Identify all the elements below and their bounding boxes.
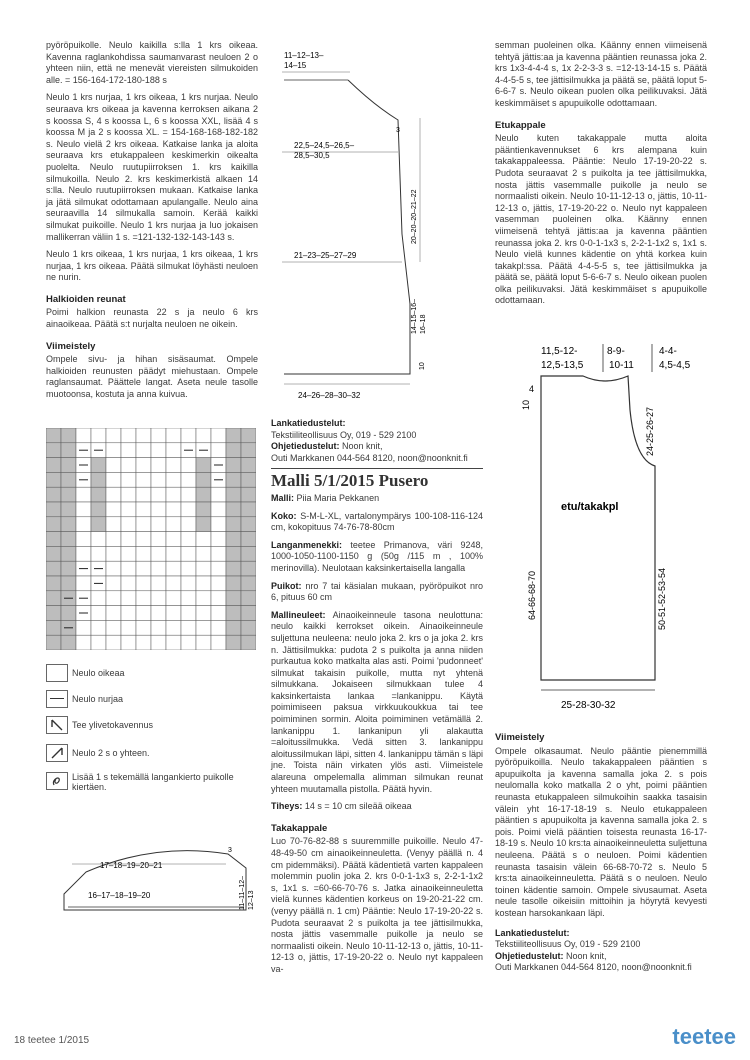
chart-cell (211, 487, 226, 502)
chart-cell (61, 472, 76, 487)
chart-cell (136, 517, 151, 532)
field-label: Koko: (271, 510, 297, 521)
schematic-measure-h: 50-51-52-53-54 (657, 567, 667, 630)
chart-cell (61, 428, 76, 443)
paragraph: Neulo kuten takakappale mutta aloita pääntienkavennukset 6 krs alempana kuin takakappaleessa. Pääntie: Neulo 17-19-20-22 s. Pudota seuraavat 2 s puikolta ja tee jättisilmukka, nosta jättis vasemmalle puikolle ja neulo se normaalisti oikein. Neulo 10-11-12-13 o, jättis, 10-11-12-13 o, jättis, 17-19-20-22 o. Neulo nyt kappaleen vasemman puoleinen olka. Käänny ennen viimeisenä tehtyä jättis:aa ja kavenna pääntien reunassa joka 2. krs 0-0-1-1x3 s, 2-2-1-1x2 s, 1x1 s. Neulo vielä kunnes kädentie on yhtä korkea kuin takakpl:ssa. Päätä 4-4-5-5 s, tee jättisilmukka ja päätä se, päätä loput 5-6-6-7 s. Neulo oikean puolen olka peilikuvaksi. Jätä keskimmäiset s apupuikolle odottamaan. (495, 133, 707, 306)
paragraph: Ompele sivu- ja hihan sisäsaumat. Ompele halkioiden reunusten päädyt miehustaan. Ompele raglansaumat. Päättele langat. Aseta neule tasolle muotoonsa, kostuta ja anna kuivua. (46, 354, 258, 400)
chart-cell (211, 620, 226, 635)
chart-cell (46, 635, 61, 650)
chart-cell (181, 591, 196, 606)
chart-cell (241, 635, 256, 650)
chart-cell (241, 428, 256, 443)
chart-cell (181, 546, 196, 561)
instructions-value: Noon knit, (566, 950, 607, 961)
section-heading-etukappale: Etukappale (495, 119, 546, 131)
field-label: Malli: (271, 492, 295, 503)
chart-cell (91, 532, 106, 547)
chart-cell (151, 487, 166, 502)
page-footer (14, 1035, 89, 1046)
chart-cell (121, 606, 136, 621)
chart-cell (61, 576, 76, 591)
knit-symbol-icon (46, 664, 68, 682)
chart-cell (136, 472, 151, 487)
chart-cell (121, 561, 136, 576)
chart-cell (211, 532, 226, 547)
legend-label: Neulo oikeaa (72, 668, 125, 678)
chart-cell (151, 561, 166, 576)
chart-cell (46, 561, 61, 576)
chart-cell (196, 428, 211, 443)
body-diagram (270, 44, 430, 404)
chart-cell (151, 472, 166, 487)
schematic-measure-e: 4 (529, 384, 535, 394)
chart-cell (61, 458, 76, 473)
issue-label: teetee 1/2015 (27, 1035, 90, 1046)
k2tog-icon (46, 744, 68, 762)
chart-cell (166, 443, 181, 458)
schematic-measure-bottom: 25-28-30-32 (561, 700, 616, 711)
chart-cell (226, 546, 241, 561)
field-value: Ainaoikeinneule tasona neulottuna: neulo kaikki kerrokset oikein. Ainaoikeinneule suljettuna neuleena: neulo joka 2. krs o ja joka 2. krs n. Jättisilmukka: pudota 2 s puikolta ja anna niiden purkautua koko matkalta alas asti. Poimi 'pudonneet' silmukat takaisin puikolle, mutta nyt yhtenä silmukkana. Jokaiseen silmukkaan tulee 4 kaksinkertaista lankaa =lankanippu. Käytä poimimiseen paksua virkkuukoukkua tai tee poimiminen sormin. Aloita poimiminen vetämällä 2. lankanippu 1. lankanipun yli alakautta =aloitussilmukka. Vedä sitten 3. lankanippu aloitussilmukan läpi, sitten 4. lankanippu tämän s läpi jne. Toista näin virkaten ylös asti. Viimeistele alareuna ompelemalla alimman silmukan reunat yhteen muutamalla pistolla. Päätä hyvin. (271, 609, 483, 794)
chart-cell (91, 502, 106, 517)
chart-cell (166, 472, 181, 487)
chart-cell (136, 487, 151, 502)
field-label: Puikot: (271, 580, 302, 591)
chart-cell (166, 458, 181, 473)
schematic-measure-f: 24-25-26-27 (645, 406, 655, 456)
chart-cell (241, 576, 256, 591)
paragraph: pyöröpuikolle. Neulo kaikilla s:lla 1 krs oikeaa. Kavenna raglankohdissa saumanvarast neuloen 2 o yhteen niin, että ne menevät viereisten silmukoiden alle. = 156-164-172-180-188 s (46, 40, 258, 85)
chart-cell (196, 458, 211, 473)
chart-cell (196, 606, 211, 621)
instructions-label: Ohjetiedustelut: (271, 441, 340, 452)
body-measure-k: 3 (396, 127, 400, 134)
chart-cell (196, 591, 211, 606)
legend-label: Tee ylivetokavennus (72, 720, 154, 730)
ssk-decrease-icon (46, 716, 68, 734)
chart-cell (181, 606, 196, 621)
chart-cell (121, 532, 136, 547)
chart-cell (166, 591, 181, 606)
chart-cell (151, 517, 166, 532)
schematic-measure-c2: 4,5-4,5 (659, 360, 691, 371)
divider (271, 468, 483, 469)
chart-cell (106, 458, 121, 473)
column-right (495, 40, 707, 313)
chart-cell (136, 532, 151, 547)
chart-cell (181, 472, 196, 487)
chart-cell (241, 487, 256, 502)
chart-cell (181, 458, 196, 473)
chart-cell (136, 591, 151, 606)
chart-cell (151, 576, 166, 591)
chart-cell (166, 635, 181, 650)
chart-cell (166, 561, 181, 576)
chart-cell (136, 458, 151, 473)
chart-cell (91, 635, 106, 650)
chart-cell (46, 620, 61, 635)
body-measure-g: 20–20–20–21–22 (411, 189, 418, 244)
chart-cell (151, 443, 166, 458)
chart-cell (181, 428, 196, 443)
chart-cell (46, 443, 61, 458)
chart-cell (46, 546, 61, 561)
chart-cell (106, 576, 121, 591)
chart-cell (91, 472, 106, 487)
sleeve-measure-e: 3 (228, 847, 232, 854)
garment-schematic (495, 340, 715, 720)
chart-cell (181, 635, 196, 650)
chart-cell (106, 443, 121, 458)
chart-cell (106, 428, 121, 443)
chart-cell (211, 576, 226, 591)
paragraph: Neulo 1 krs nurjaa, 1 krs oikeaa, 1 krs nurjaa. Neulo seuraava krs oikeaa ja kavenna kerroksen aikana 2 s koossa S, 4 s koossa L, 6 s koossa XXL, lisää 4 s koossa M ja 2 s koossa XL. = 154-168-168-182-182 s. Neulo vielä 2 krs oikeaa. Katkaise lanka ja aloita seuraava krs etukappaleen keskimerkin oikealta puolelta. Neulo ruutupiirroksen 1. krs kaikilla silmukoilla. Neulo 2. krs keskimerkistä alkaen 14 s:lla. Neulo ruutupiirroksen mukaan. Katkaise lanka ja jätä silmukat odottamaan apulangalle. Neulo aina seuraavilla 14 silmukalla samoin. Kerää kaikki silmukat puikoille. Neulo 1 krs nurjaa ja luo jokaisen mallikerran väliin 1 s. =121-132-132-143-143 s. (46, 92, 258, 242)
chart-cell (61, 606, 76, 621)
yarn-inquiries-text: Tekstiiliteollisuus Oy, 019 - 529 2100 (271, 429, 417, 440)
chart-cell (241, 458, 256, 473)
chart-cell (166, 620, 181, 635)
chart-cell (106, 561, 121, 576)
instructions-contact: Outi Markkanen 044-564 8120, noon@noonknit.fi (271, 452, 468, 463)
chart-cell (136, 606, 151, 621)
chart-cell (151, 458, 166, 473)
schematic-label: etu/takakpl (561, 501, 619, 513)
legend-item (46, 664, 125, 682)
chart-cell (106, 472, 121, 487)
chart-cell (46, 502, 61, 517)
chart-cell (136, 502, 151, 517)
schematic-measure-d: 10 (521, 399, 531, 410)
chart-cell (181, 502, 196, 517)
chart-cell (181, 576, 196, 591)
chart-cell (121, 472, 136, 487)
schematic-measure-a2: 12,5-13,5 (541, 360, 584, 371)
chart-cell (166, 546, 181, 561)
chart-cell (226, 591, 241, 606)
chart-cell (61, 443, 76, 458)
chart-cell (106, 591, 121, 606)
body-measure-d: 28,5–30,5 (294, 151, 330, 160)
legend-label: Lisää 1 s tekemällä langankierto puikolle kiertäen. (72, 772, 234, 792)
field-value: 14 s = 10 cm sileää oikeaa (304, 801, 412, 812)
chart-cell (166, 428, 181, 443)
chart-cell (151, 546, 166, 561)
chart-cell (226, 635, 241, 650)
chart-cell (121, 576, 136, 591)
yarn-inquiries-heading: Lankatiedustelut: (495, 927, 570, 938)
sleeve-measure-b: 16–17–18–19–20 (88, 891, 151, 900)
legend-label: Neulo 2 s o yhteen. (72, 748, 150, 758)
chart-cell (136, 546, 151, 561)
chart-cell (241, 517, 256, 532)
section-heading-viimeistely-2: Viimeistely (495, 732, 545, 743)
chart-cell (91, 458, 106, 473)
chart-cell (91, 428, 106, 443)
chart-legend (46, 664, 258, 804)
field-label: Tiheys: (271, 801, 303, 812)
chart-cell (211, 502, 226, 517)
chart-cell (61, 561, 76, 576)
chart-cell (151, 620, 166, 635)
chart-cell (106, 517, 121, 532)
chart-cell (181, 620, 196, 635)
chart-cell (196, 532, 211, 547)
chart-cell (46, 606, 61, 621)
body-measure-c: 22,5–24,5–26,5– (294, 141, 355, 150)
field-value: Piia Maria Pekkanen (296, 492, 380, 503)
chart-cell (196, 635, 211, 650)
chart-cell (91, 606, 106, 621)
instructions-label: Ohjetiedustelut: (495, 950, 564, 961)
chart-cell (46, 472, 61, 487)
chart-cell (61, 532, 76, 547)
legend-item (46, 744, 150, 762)
legend-label: Neulo nurjaa (72, 694, 124, 704)
body-measure-j: 10 (419, 362, 426, 370)
chart-cell (196, 472, 211, 487)
schematic-measure-c1: 4-4- (659, 346, 677, 357)
chart-cell (226, 443, 241, 458)
chart-cell (76, 635, 91, 650)
field-label: Mallineuleet: (271, 609, 326, 620)
chart-cell (61, 517, 76, 532)
paragraph: Luo 70-76-82-88 s suuremmille puikoille. Neulo 47-48-49-50 cm ainaoikeinneuletta. (Venyy päällä n. 4 cm pidemmäksi). Päätä kädentietä varten kappaleen molemmin puolin joka 2. krs 0-0-1-1x3 s, 2-2-1-1x2 s, 1x1 s. =60-66-70-76 s. Jatka ainaoikeinneuletta vielä kunnes kädentien korkeus on 19-20-21-22 cm. (venyy päällä n. 1 cm) Pääntie: Neulo 17-19-20-22 s. Pudota seuraavat 2 s puikolta ja tee jättisilmukka, nosta jättis vasemmalle puikolle ja neulo se normaalisti oikein. Neulo 10-11-12-13 o, jättis, 10-11-12-13 o, jättis, 17-19-20-22 o. Neulo nyt kappaleen va- (271, 836, 483, 974)
schematic-measure-b2: 10-11 (609, 360, 634, 371)
chart-cell (226, 472, 241, 487)
chart-cell (46, 487, 61, 502)
chart-cell (136, 561, 151, 576)
chart-cell (211, 517, 226, 532)
chart-cell (121, 591, 136, 606)
chart-cell (241, 561, 256, 576)
chart-cell (166, 606, 181, 621)
field-value: S-M-L-XL, vartalonympärys 100-108-116-124 cm, kokopituus 74-76-78-80cm (271, 510, 483, 533)
chart-cell (211, 546, 226, 561)
chart-cell (226, 532, 241, 547)
chart-cell (121, 443, 136, 458)
chart-cell (196, 517, 211, 532)
chart-cell (211, 561, 226, 576)
paragraph: Neulo 1 krs oikeaa, 1 krs nurjaa, 1 krs oikeaa, 1 krs nurjaa, 1 krs oikeaa. Päätä silmukat löyhästi neuloen ne nurin. (46, 249, 258, 283)
chart-cell (151, 606, 166, 621)
chart-cell (106, 606, 121, 621)
chart-cell (46, 517, 61, 532)
chart-cell (151, 532, 166, 547)
chart-cell (106, 487, 121, 502)
chart-cell (76, 546, 91, 561)
chart-cell (91, 487, 106, 502)
sleeve-measure-a: 17–18–19–20–21 (100, 861, 163, 870)
chart-cell (241, 532, 256, 547)
chart-cell (166, 576, 181, 591)
chart-cell (121, 517, 136, 532)
chart-cell (151, 635, 166, 650)
yarn-inquiries-heading: Lankatiedustelut: (271, 418, 346, 428)
column-middle (271, 418, 483, 982)
chart-cell (121, 487, 136, 502)
yarn-inquiries-text: Tekstiiliteollisuus Oy, 019 - 529 2100 (495, 939, 641, 950)
chart-cell (136, 428, 151, 443)
chart-cell (166, 532, 181, 547)
chart-cell (106, 546, 121, 561)
chart-cell (91, 546, 106, 561)
chart-cell (211, 428, 226, 443)
chart-cell (226, 620, 241, 635)
chart-cell (46, 576, 61, 591)
body-measure-b: 14–15 (284, 61, 307, 70)
chart-cell (151, 591, 166, 606)
pattern-title: Malli 5/1/2015 Pusero (271, 471, 429, 491)
schematic-measure-g: 64-66-68-70 (527, 570, 537, 620)
chart-cell (241, 546, 256, 561)
chart-cell (241, 620, 256, 635)
chart-cell (181, 561, 196, 576)
chart-cell (151, 502, 166, 517)
legend-item (46, 772, 258, 792)
chart-cell (91, 620, 106, 635)
chart-cell (136, 620, 151, 635)
chart-cell (166, 517, 181, 532)
instructions-value: Noon knit, (342, 441, 383, 452)
chart-cell (241, 472, 256, 487)
chart-cell (121, 428, 136, 443)
legend-item (46, 690, 123, 708)
legend-item (46, 716, 153, 734)
chart-cell (241, 502, 256, 517)
chart-cell (226, 561, 241, 576)
chart-cell (166, 502, 181, 517)
chart-cell (241, 606, 256, 621)
body-measure-i: 16–18 (420, 314, 427, 334)
chart-cell (211, 635, 226, 650)
yarn-over-twisted-icon (46, 772, 68, 790)
section-heading-viimeistely: Viimeistely (46, 340, 96, 352)
paragraph: semman puoleinen olka. Käänny ennen viimeisenä tehtyä jättis:aa ja kavenna pääntien reunassa joka 2. krs 1x3-4-4-4 s, 1x 2-2-3-3 s. =12-13-14-15 s. Päätä 4-4-5-5 s, tee jättisilmukka ja päätä se, päätä loput 5-6-6-7 s. Neulo oikean puolen olka peilikuvaksi. Jätä keskimmäiset s apupuikolle odottamaan. (495, 40, 707, 108)
sleeve-measure-c: 11–11–12– (239, 876, 246, 910)
column-left (46, 40, 258, 407)
body-measure-f: 24–26–28–30–32 (298, 391, 361, 400)
chart-cell (196, 546, 211, 561)
chart-cell (46, 428, 61, 443)
chart-cell (136, 443, 151, 458)
chart-cell (76, 620, 91, 635)
teetee-logo: teetee (672, 1024, 736, 1049)
page-number: 18 (14, 1035, 26, 1046)
chart-cell (211, 591, 226, 606)
section-heading-halkio: Halkioiden reunat (46, 293, 126, 305)
sleeve-measure-d: 12–13 (248, 890, 255, 910)
chart-cell (181, 487, 196, 502)
chart-cell (76, 487, 91, 502)
chart-cell (61, 487, 76, 502)
section-heading-takakappale: Takakappale (271, 822, 328, 834)
chart-cell (61, 635, 76, 650)
chart-cell (226, 606, 241, 621)
chart-cell (226, 487, 241, 502)
chart-cell (196, 576, 211, 591)
chart-cell (46, 458, 61, 473)
chart-cell (76, 428, 91, 443)
chart-cell (226, 428, 241, 443)
chart-cell (121, 635, 136, 650)
chart-cell (226, 576, 241, 591)
chart-cell (76, 502, 91, 517)
chart-cell (211, 606, 226, 621)
field-value: nro 7 tai käsialan mukaan, pyöröpuikot nro 6, pituus 60 cm (271, 580, 483, 603)
chart-cell (121, 620, 136, 635)
chart-cell (226, 458, 241, 473)
chart-cell (241, 443, 256, 458)
column-right-bottom (495, 722, 707, 974)
chart-cell (196, 502, 211, 517)
schematic-measure-b1: 8-9- (607, 346, 625, 357)
chart-cell (121, 458, 136, 473)
body-measure-e: 21–23–25–27–29 (294, 251, 357, 260)
sleeve-diagram (46, 832, 258, 932)
body-measure-h: 14–15–16– (411, 298, 418, 334)
chart-cell (136, 576, 151, 591)
chart-cell (106, 635, 121, 650)
chart-cell (76, 576, 91, 591)
chart-cell (106, 532, 121, 547)
chart-cell (91, 517, 106, 532)
chart-cell (46, 532, 61, 547)
chart-cell (196, 561, 211, 576)
chart-cell (91, 591, 106, 606)
paragraph: Poimi halkion reunasta 22 s ja neulo 6 krs ainaoikeaa. Päätä s:t nurjalta neuloen ne oikein. (46, 307, 258, 330)
schematic-measure-a1: 11,5-12- (541, 346, 578, 357)
purl-symbol-icon (46, 690, 68, 708)
instructions-contact: Outi Markkanen 044-564 8120, noon@noonknit.fi (495, 962, 692, 973)
chart-cell (136, 635, 151, 650)
chart-cell (241, 591, 256, 606)
chart-cell (121, 502, 136, 517)
field-label: Langanmenekki: (271, 539, 343, 550)
knitting-chart (46, 428, 256, 650)
field-value: teetee Primanova, väri 9248, 1000-1050-1100-1150 g (50g /115 m , 100% merinovilla). Neulotaan kaksinkertaisella langalla (271, 539, 483, 573)
chart-cell (166, 487, 181, 502)
chart-cell (226, 517, 241, 532)
paragraph: Ompele olkasaumat. Neulo pääntie pienemmillä pyöröpuikoilla. Neulo takakappaleen pääntien s apupuikolta ja kavenna samalla joka 2. s pois neulomalla koko matkalla 2 o yht, poimi pääntien reunasta etukappaleen silmukoihin saakka tasaisin välein yht 16-17-18-19 s. Neulo etukappaleen pääntien s apupuikolta ja kavenna samalla joka 2. s pois. Poimi vielä pääntien toisesta reunasta 16-17-18-19 s. Neulo 10 krs:ta ainaoikeinneuletta suljettuna neuleena. Päätä s o neuloen. Poimi kädentien reunasta tasaisin välein 66-68-70-72 s. Neulo 5 krs:ta ainaoikeinneuletta. Päätä s o neuloen. Neulo toinen kädentie samoin. Ompele sivusaumat. Aseta neule tasolle oikeisiin mittoihin ja höyrytä kevyesti kostean harsokankaan läpi. (495, 745, 707, 918)
chart-cell (76, 532, 91, 547)
chart-cell (196, 620, 211, 635)
chart-cell (226, 502, 241, 517)
chart-cell (196, 487, 211, 502)
chart-cell (61, 546, 76, 561)
chart-cell (151, 428, 166, 443)
chart-cell (106, 620, 121, 635)
chart-cell (121, 546, 136, 561)
body-measure-a: 11–12–13– (284, 51, 324, 60)
chart-cell (61, 502, 76, 517)
chart-cell (181, 517, 196, 532)
chart-cell (181, 532, 196, 547)
chart-cell (211, 443, 226, 458)
chart-cell (106, 502, 121, 517)
chart-cell (46, 591, 61, 606)
chart-cell (76, 517, 91, 532)
